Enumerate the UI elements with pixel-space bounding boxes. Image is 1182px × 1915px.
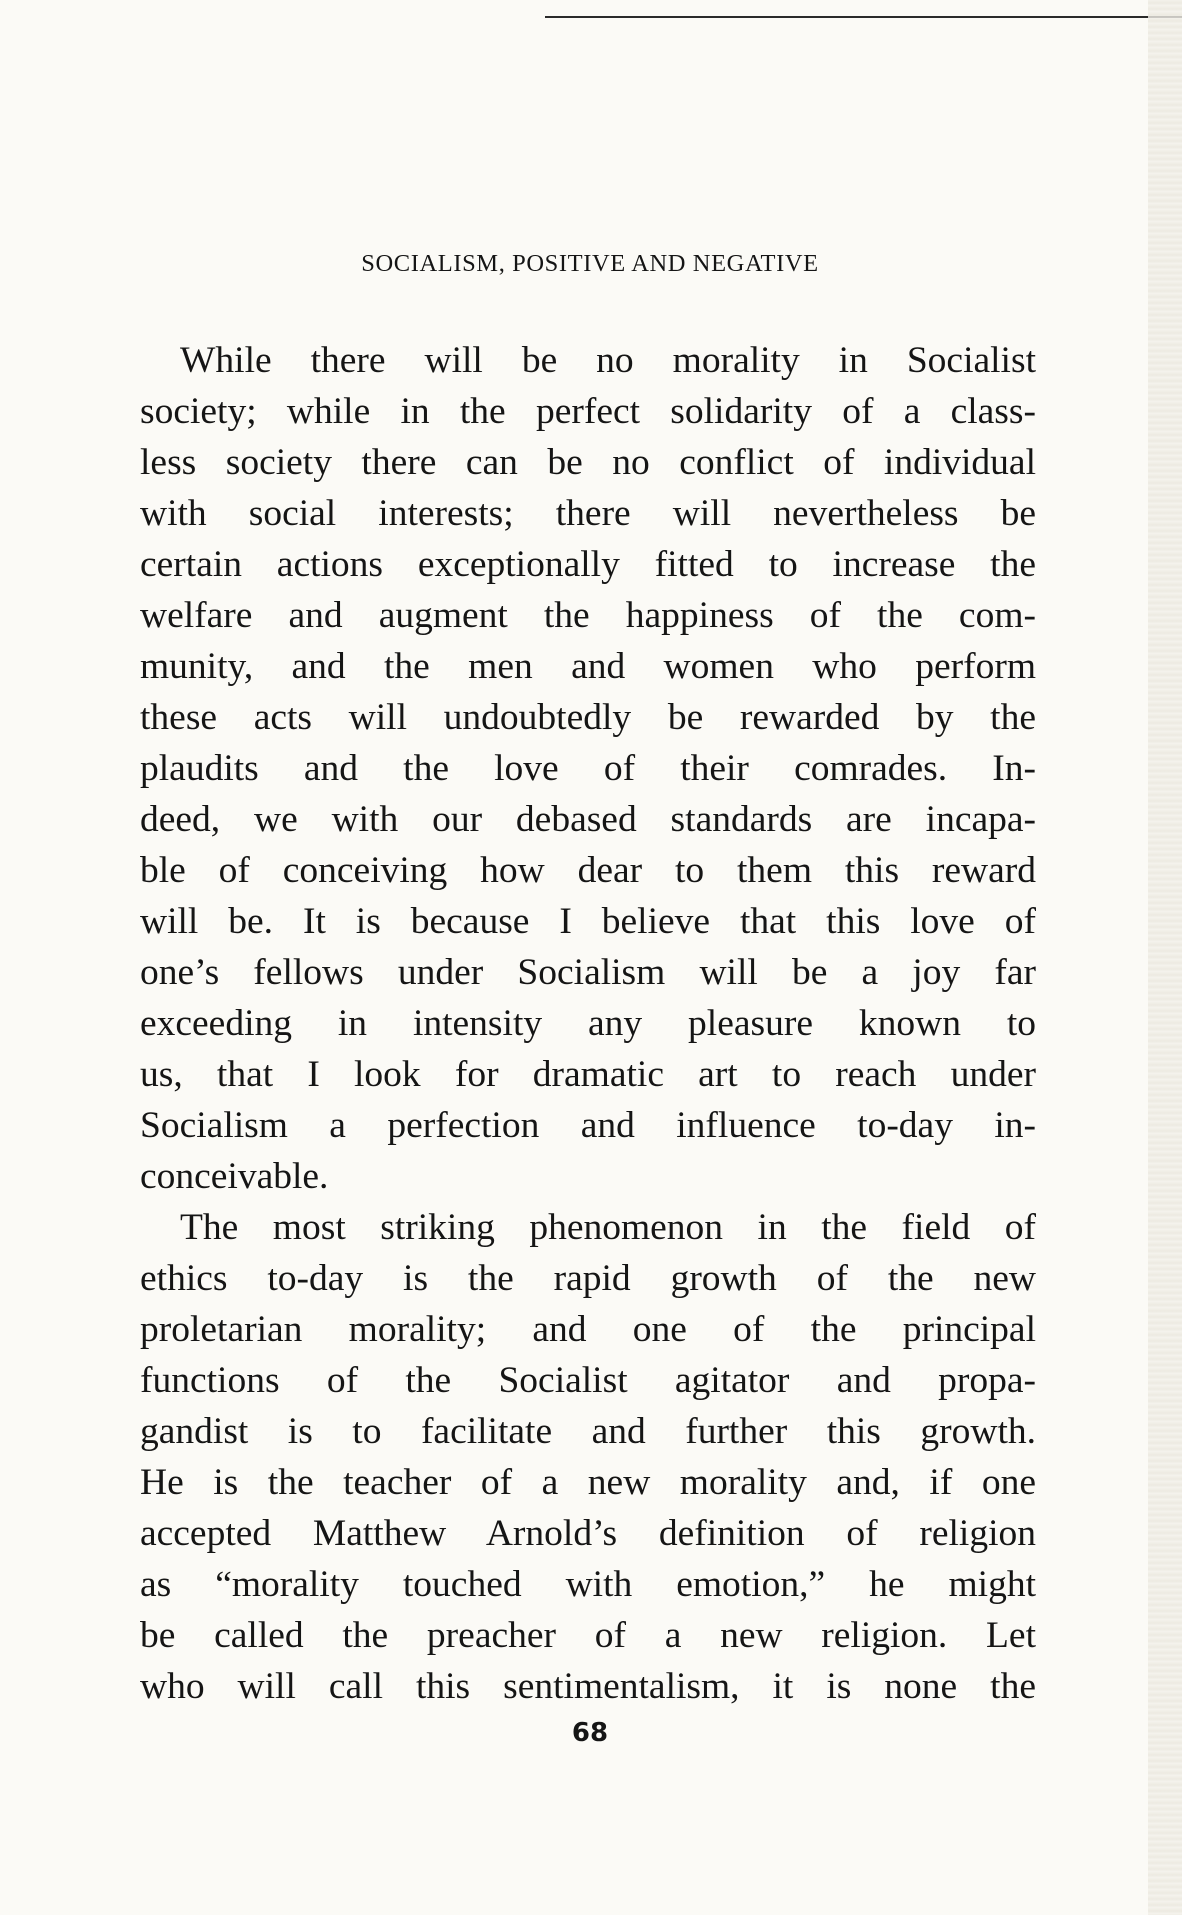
page-edge — [1148, 0, 1182, 1915]
text-line: Socialism a perfection and influence to-day in- — [140, 1105, 1036, 1146]
text-line: conceivable. — [140, 1156, 329, 1197]
text-line: one’s fellows under Socialism will be a joy far — [140, 952, 1036, 993]
text-line: with social interests; there will nevertheless be — [140, 493, 1036, 534]
text-line: proletarian morality; and one of the principal — [140, 1309, 1036, 1350]
text-line: functions of the Socialist agitator and propa- — [140, 1360, 1036, 1401]
text-line: plaudits and the love of their comrades. In- — [140, 748, 1036, 789]
paragraph-1 — [140, 335, 1036, 1202]
text-line: less society there can be no conflict of individual — [140, 442, 1036, 483]
text-line: these acts will undoubtedly be rewarded by the — [140, 697, 1036, 738]
paragraph-2 — [140, 1202, 1036, 1712]
running-head: SOCIALISM, POSITIVE AND NEGATIVE — [361, 250, 819, 277]
text-line: He is the teacher of a new morality and, if one — [140, 1462, 1036, 1503]
text-line: While there will be no morality in Socialist — [180, 340, 1036, 381]
text-line: exceeding in intensity any pleasure known to — [140, 1003, 1036, 1044]
text-line: accepted Matthew Arnold’s definition of religion — [140, 1513, 1036, 1554]
text-line: deed, we with our debased standards are incapa- — [140, 799, 1036, 840]
text-line: society; while in the perfect solidarity of a class- — [140, 391, 1036, 432]
text-line: ble of conceiving how dear to them this reward — [140, 850, 1036, 891]
text-line: be called the preacher of a new religion. Let — [140, 1615, 1036, 1656]
text-line: us, that I look for dramatic art to reach under — [140, 1054, 1036, 1095]
top-rule — [545, 16, 1182, 18]
text-line: welfare and augment the happiness of the com- — [140, 595, 1036, 636]
text-line: who will call this sentimentalism, it is none the — [140, 1666, 1036, 1707]
text-line: as “morality touched with emotion,” he might — [140, 1564, 1036, 1605]
text-line: ethics to-day is the rapid growth of the new — [140, 1258, 1036, 1299]
page-number: 68 — [571, 1718, 609, 1748]
text-line: certain actions exceptionally fitted to increase the — [140, 544, 1036, 585]
text-line: munity, and the men and women who perform — [140, 646, 1036, 687]
text-line: gandist is to facilitate and further this growth. — [140, 1411, 1036, 1452]
text-line: The most striking phenomenon in the field of — [180, 1207, 1036, 1248]
body-text — [140, 335, 1036, 1712]
text-line: will be. It is because I believe that this love of — [140, 901, 1036, 942]
